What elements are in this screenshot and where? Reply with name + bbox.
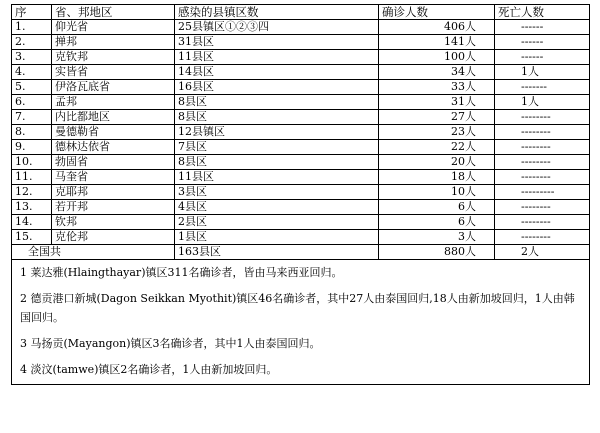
row-deaths: --------	[495, 125, 590, 140]
row-index: 3.	[12, 50, 52, 65]
row-districts: 7县区	[175, 140, 379, 155]
row-index: 7.	[12, 110, 52, 125]
total-row	[12, 245, 590, 260]
row-deaths: -------	[495, 80, 590, 95]
table-row	[12, 20, 590, 35]
header-districts: 感染的县镇区数	[175, 5, 379, 20]
row-index: 1.	[12, 20, 52, 35]
row-index: 9.	[12, 140, 52, 155]
row-region: 德林达依省	[52, 140, 175, 155]
row-index: 13.	[12, 200, 52, 215]
row-confirmed: 33人	[379, 80, 495, 95]
footnote: 2 德贡港口新城(Dagon Seikkan Myothit)镇区46名确诊者，其中27人由泰国回归,18人由新加坡回归，1人由韩国回归。	[20, 292, 575, 324]
header-deaths: 死亡人数	[495, 5, 590, 20]
total-confirmed: 880人	[379, 245, 495, 260]
row-deaths: --------	[495, 230, 590, 245]
table-row	[12, 65, 590, 80]
row-confirmed: 141人	[379, 35, 495, 50]
total-label: 全国共	[12, 245, 175, 260]
row-confirmed: 6人	[379, 200, 495, 215]
table-header-row	[12, 5, 590, 20]
row-deaths: ------	[495, 35, 590, 50]
row-districts: 16县区	[175, 80, 379, 95]
row-confirmed: 3人	[379, 230, 495, 245]
row-deaths: ------	[495, 20, 590, 35]
row-confirmed: 23人	[379, 125, 495, 140]
footnote: 3 马扬贡(Mayangon)镇区3名确诊者，其中1人由泰国回归。	[20, 337, 321, 350]
row-region: 克耶邦	[52, 185, 175, 200]
row-region: 仰光省	[52, 20, 175, 35]
header-region: 省、邦地区	[52, 5, 175, 20]
row-confirmed: 22人	[379, 140, 495, 155]
row-index: 4.	[12, 65, 52, 80]
row-districts: 31县区	[175, 35, 379, 50]
row-districts: 25县镇区①②③四	[175, 20, 379, 35]
row-index: 5.	[12, 80, 52, 95]
row-districts: 8县区	[175, 95, 379, 110]
row-index: 8.	[12, 125, 52, 140]
notes-row	[12, 260, 590, 385]
table-row	[12, 110, 590, 125]
row-confirmed: 406人	[379, 20, 495, 35]
row-districts: 2县区	[175, 215, 379, 230]
table-row	[12, 125, 590, 140]
table-row	[12, 155, 590, 170]
table-row	[12, 80, 590, 95]
total-deaths: 2人	[495, 245, 590, 260]
row-index: 12.	[12, 185, 52, 200]
row-region: 勃固省	[52, 155, 175, 170]
row-region: 若开邦	[52, 200, 175, 215]
row-index: 10.	[12, 155, 52, 170]
row-deaths: --------	[495, 200, 590, 215]
row-confirmed: 100人	[379, 50, 495, 65]
row-index: 11.	[12, 170, 52, 185]
table-row	[12, 230, 590, 245]
row-region: 克伦邦	[52, 230, 175, 245]
row-confirmed: 31人	[379, 95, 495, 110]
table-row	[12, 185, 590, 200]
row-deaths: --------	[495, 140, 590, 155]
row-region: 孟邦	[52, 95, 175, 110]
row-region: 实皆省	[52, 65, 175, 80]
row-index: 14.	[12, 215, 52, 230]
row-districts: 4县区	[175, 200, 379, 215]
row-deaths: --------	[495, 170, 590, 185]
row-confirmed: 27人	[379, 110, 495, 125]
row-region: 掸邦	[52, 35, 175, 50]
row-deaths: --------	[495, 110, 590, 125]
row-confirmed: 6人	[379, 215, 495, 230]
row-confirmed: 18人	[379, 170, 495, 185]
header-confirmed: 确诊人数	[379, 5, 495, 20]
table-row	[12, 200, 590, 215]
row-confirmed: 34人	[379, 65, 495, 80]
row-deaths: --------	[495, 215, 590, 230]
table-row	[12, 95, 590, 110]
row-region: 内比都地区	[52, 110, 175, 125]
row-confirmed: 10人	[379, 185, 495, 200]
row-districts: 14县区	[175, 65, 379, 80]
row-confirmed: 20人	[379, 155, 495, 170]
row-region: 曼德勒省	[52, 125, 175, 140]
footnote: 4 淡汶(tamwe)镇区2名确诊者，1人由新加坡回归。	[20, 363, 278, 376]
table-row	[12, 35, 590, 50]
row-deaths: ---------	[495, 185, 590, 200]
row-deaths: 1人	[495, 65, 590, 80]
row-districts: 11县区	[175, 170, 379, 185]
row-districts: 8县区	[175, 110, 379, 125]
row-districts: 3县区	[175, 185, 379, 200]
table-row	[12, 140, 590, 155]
table-row	[12, 215, 590, 230]
total-districts: 163县区	[175, 245, 379, 260]
notes-cell	[12, 260, 590, 385]
table-row	[12, 50, 590, 65]
table-row	[12, 170, 590, 185]
row-deaths: ------	[495, 50, 590, 65]
row-region: 伊洛瓦底省	[52, 80, 175, 95]
row-deaths: 1人	[495, 95, 590, 110]
row-region: 钦邦	[52, 215, 175, 230]
header-index: 序	[12, 5, 52, 20]
row-index: 15.	[12, 230, 52, 245]
covid-case-table	[11, 4, 590, 385]
row-deaths: --------	[495, 155, 590, 170]
row-districts: 11县区	[175, 50, 379, 65]
row-districts: 12县镇区	[175, 125, 379, 140]
footnote: 1 莱达雅(Hlaingthayar)镇区311名确诊者，皆由马来西亚回归。	[20, 266, 343, 279]
row-region: 马奎省	[52, 170, 175, 185]
row-districts: 1县区	[175, 230, 379, 245]
row-districts: 8县区	[175, 155, 379, 170]
row-index: 2.	[12, 35, 52, 50]
row-index: 6.	[12, 95, 52, 110]
row-region: 克钦邦	[52, 50, 175, 65]
